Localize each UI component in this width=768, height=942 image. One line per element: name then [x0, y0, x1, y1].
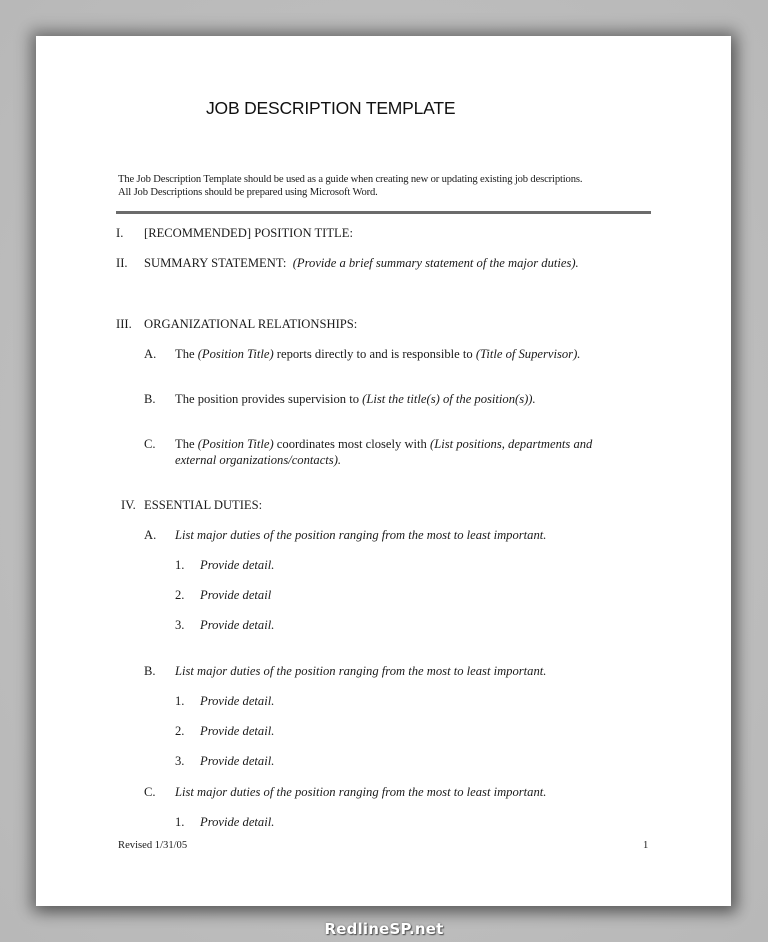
section-hint: (Provide a brief summary statement of the major duties).: [292, 256, 579, 270]
detail-number: 1.: [175, 815, 185, 829]
relationship-item-c-continuation: external organizations/contacts).: [175, 453, 342, 467]
duty-item-a: [144, 528, 546, 543]
detail-number: 1.: [175, 694, 185, 708]
duty-item-b: [144, 664, 546, 679]
item-placeholder: (Title of Supervisor).: [475, 347, 581, 361]
section-heading: SUMMARY STATEMENT:: [144, 256, 287, 270]
relationship-item-c: [144, 437, 592, 452]
section-heading: ESSENTIAL DUTIES:: [144, 498, 263, 512]
detail-item: [175, 694, 274, 709]
document-title: JOB DESCRIPTION TEMPLATE: [206, 98, 456, 118]
section-heading: ORGANIZATIONAL RELATIONSHIPS:: [144, 317, 358, 331]
detail-number: 3.: [175, 754, 185, 768]
item-letter: C.: [144, 785, 156, 799]
detail-item: [175, 815, 274, 830]
item-letter: B.: [144, 392, 156, 406]
item-text: coordinates most closely with: [273, 437, 431, 451]
item-text: The: [175, 347, 198, 361]
section-numeral: II.: [116, 256, 128, 270]
detail-text: Provide detail: [200, 588, 272, 602]
item-placeholder: (Position Title): [197, 347, 274, 361]
section-numeral: III.: [116, 317, 132, 331]
item-text: List major duties of the position ranging from the most to least important.: [175, 664, 547, 678]
item-letter: C.: [144, 437, 156, 451]
item-letter: A.: [144, 347, 157, 361]
intro-line-1: The Job Description Template should be used as a guide when creating new or updating existing job descriptions.: [118, 174, 583, 185]
item-placeholder: (List the title(s) of the position(s)).: [362, 392, 536, 406]
item-text: List major duties of the position ranging from the most to least important.: [175, 528, 547, 542]
detail-item: [175, 618, 274, 633]
item-letter: B.: [144, 664, 156, 678]
relationship-item-a: [144, 347, 580, 362]
document-page: [36, 36, 731, 906]
item-placeholder: (Position Title): [197, 437, 274, 451]
section-iv: [121, 498, 262, 513]
item-letter: A.: [144, 528, 157, 542]
relationship-item-b: [144, 392, 536, 407]
detail-item: [175, 588, 271, 603]
watermark: RedlineSP.net: [324, 920, 444, 938]
detail-text: Provide detail.: [200, 815, 275, 829]
item-text: The: [175, 437, 198, 451]
horizontal-rule: [116, 211, 651, 214]
detail-number: 3.: [175, 618, 185, 632]
section-heading: [RECOMMENDED] POSITION TITLE:: [144, 226, 353, 240]
item-text: reports directly to and is responsible to: [273, 347, 476, 361]
detail-number: 2.: [175, 588, 185, 602]
detail-text: Provide detail.: [200, 724, 275, 738]
duty-item-c: [144, 785, 546, 800]
detail-text: Provide detail.: [200, 694, 275, 708]
detail-item: [175, 724, 274, 739]
intro-paragraph: [118, 173, 582, 199]
section-numeral: I.: [116, 226, 124, 240]
detail-item: [175, 558, 274, 573]
revised-date: Revised 1/31/05: [118, 840, 188, 851]
item-placeholder: (List positions, departments and: [430, 437, 593, 451]
detail-text: Provide detail.: [200, 618, 275, 632]
section-ii: [116, 256, 579, 271]
section-i: [116, 226, 353, 241]
detail-number: 1.: [175, 558, 185, 572]
intro-line-2: All Job Descriptions should be prepared using Microsoft Word.: [118, 187, 378, 198]
item-text: The position provides supervision to: [175, 392, 363, 406]
detail-item: [175, 754, 274, 769]
page-number: 1: [643, 840, 649, 851]
section-iii: [116, 317, 357, 332]
detail-text: Provide detail.: [200, 754, 275, 768]
detail-number: 2.: [175, 724, 185, 738]
item-text: List major duties of the position ranging from the most to least important.: [175, 785, 547, 799]
section-numeral: IV.: [121, 498, 136, 512]
detail-text: Provide detail.: [200, 558, 275, 572]
